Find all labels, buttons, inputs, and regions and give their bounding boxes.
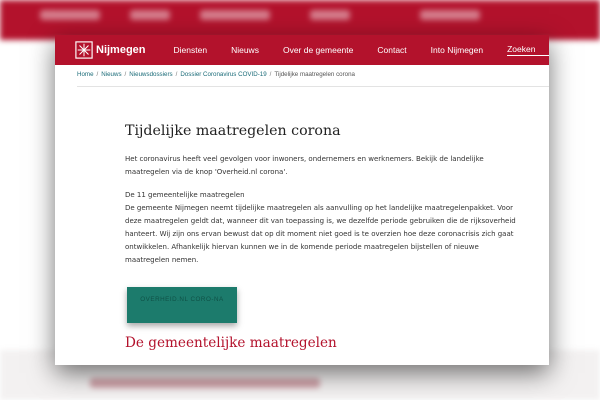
breadcrumb [55, 65, 549, 78]
breadcrumb-divider [77, 86, 549, 87]
measures-subheading: De 11 gemeentelijke maatregelen [125, 191, 245, 199]
site-logo[interactable] [75, 41, 146, 59]
breadcrumb-nieuwsdossiers[interactable]: Nieuwsdossiers [129, 71, 173, 78]
intro-paragraph: Het coronavirus heeft veel gevolgen voor inwoners, ondernemers en werknemers. Bekijk de landelijke maatregelen via de knop 'Overheid.nl corona'. [125, 155, 484, 176]
nav-item-nieuws[interactable]: Nieuws [231, 45, 259, 55]
nijmegen-crest-icon [75, 41, 93, 59]
background-header-blur [0, 0, 600, 40]
nav-item-diensten[interactable]: Diensten [173, 45, 208, 55]
browser-window [55, 35, 549, 365]
blur-artifact [310, 10, 350, 20]
blur-artifact [130, 10, 170, 20]
breadcrumb-separator: / [175, 71, 178, 78]
breadcrumb-home[interactable]: Home [77, 71, 94, 78]
logo-text: Nijmegen [96, 44, 146, 56]
blur-artifact [40, 10, 100, 20]
blur-artifact [420, 10, 480, 20]
body-paragraph: De gemeente Nijmegen neemt tijdelijke maatregelen als aanvulling op het landelijke maatregelenpakket. Voor deze maatregelen geldt dat, wanneer dit van toepassing is, we dezelfde periode gebruiken die de rijksoverheid hanteert. Wij zijn ons ervan bewust dat op dit moment niet goed is te overzien hoe deze coronacrisis zich gaat ontwikkelen. Afhankelijk hiervan kunnen we in de komende periode maatregelen bijstellen of nieuwe maatregelen nemen. [125, 204, 516, 264]
breadcrumb-nieuws[interactable]: Nieuws [101, 71, 122, 78]
search-link[interactable]: Zoeken [507, 44, 549, 56]
blur-artifact [200, 10, 270, 20]
page-title: Tijdelijke maatregelen corona [125, 123, 341, 139]
nav-item-contact[interactable]: Contact [377, 45, 407, 55]
breadcrumb-separator: / [269, 71, 272, 78]
main-navigation [55, 35, 549, 65]
breadcrumb-dossier-corona[interactable]: Dossier Coronavirus COVID-19 [180, 71, 267, 78]
section-title: De gemeentelijke maatregelen [125, 335, 337, 351]
breadcrumb-current: Tijdelijke maatregelen corona [274, 71, 355, 78]
main-content [125, 123, 525, 351]
nav-item-into-nijmegen[interactable]: Into Nijmegen [430, 45, 484, 55]
overheid-corona-button[interactable]: OVERHEID.NL CORO-NA [127, 287, 237, 323]
breadcrumb-separator: / [124, 71, 127, 78]
breadcrumb-separator: / [96, 71, 99, 78]
nav-item-over-de-gemeente[interactable]: Over de gemeente [282, 45, 354, 55]
blur-artifact [90, 378, 320, 388]
